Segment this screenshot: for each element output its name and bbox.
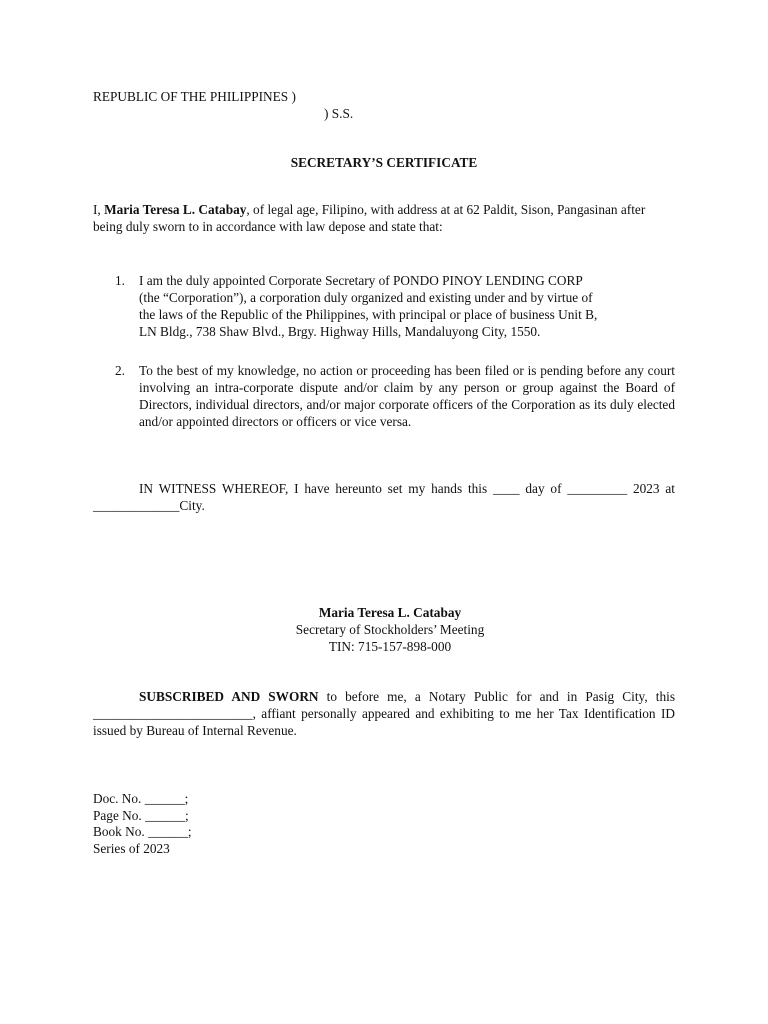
intro-paragraph (93, 201, 675, 235)
affiant-name: Maria Teresa L. Catabay (104, 202, 247, 217)
jurat-text: to before me, a Notary Public for and in Pasig City, this ________________________, affiant personally appeared and exhibiting to me her Tax Identification ID issued by Bureau of Internal Revenue. (93, 689, 675, 738)
intro-prefix: I, (93, 202, 105, 217)
page-number: Page No. ______; (93, 807, 189, 823)
book-number: Book No. ______; (93, 824, 192, 839)
list-item-number: 2. (115, 363, 125, 378)
series-year: Series of 2023 (93, 840, 170, 856)
notarial-doc-reference (93, 790, 192, 856)
list-item-number: 1. (115, 273, 125, 288)
venue-line-1: REPUBLIC OF THE PHILIPPINES ) (93, 89, 296, 104)
signatory-role: Secretary of Stockholders’ Meeting (295, 622, 485, 637)
signatory-tin: TIN: 715-157-898-000 (328, 639, 452, 654)
signatory-name: Maria Teresa L. Catabay (318, 605, 462, 620)
list-item-line: I am the duly appointed Corporate Secretary of PONDO PINOY LENDING CORP (139, 273, 583, 288)
witness-text: IN WITNESS WHEREOF, I have hereunto set my hands this ____ day of _________ 2023 at _____________City. (93, 481, 675, 513)
witness-paragraph (93, 480, 675, 514)
jurat-heading: SUBSCRIBED AND SWORN (139, 689, 319, 704)
list-item-text: To the best of my knowledge, no action or proceeding has been filed or is pending before any court involving an intra-corporate dispute and/or claim by any person or group against the Board of Directors, individual directors, and/or major corporate officers of the Corporation as its duly elected and/or appointed directors or officers or vice versa. (139, 363, 675, 429)
intro-text: , of legal age, Filipino, with address at at 62 Paldit, Sison, Pangasinan after being duly sworn to in accordance with law depose and state that: (93, 202, 646, 234)
list-item-line: the laws of the Republic of the Philippines, with principal or place of business Unit B, (139, 307, 598, 322)
list-item-line: LN Bldg., 738 Shaw Blvd., Brgy. Highway Hills, Mandaluyong City, 1550. (139, 324, 541, 339)
document-title: SECRETARY’S CERTIFICATE (290, 155, 478, 170)
list-item-line: (the “Corporation”), a corporation duly organized and existing under and by virtue of (139, 290, 593, 305)
list-item-text (139, 272, 675, 340)
venue-line-2: ) S.S. (324, 106, 354, 121)
jurat-paragraph (93, 688, 675, 739)
signature-block (0, 604, 768, 655)
doc-number: Doc. No. ______; (93, 791, 189, 806)
